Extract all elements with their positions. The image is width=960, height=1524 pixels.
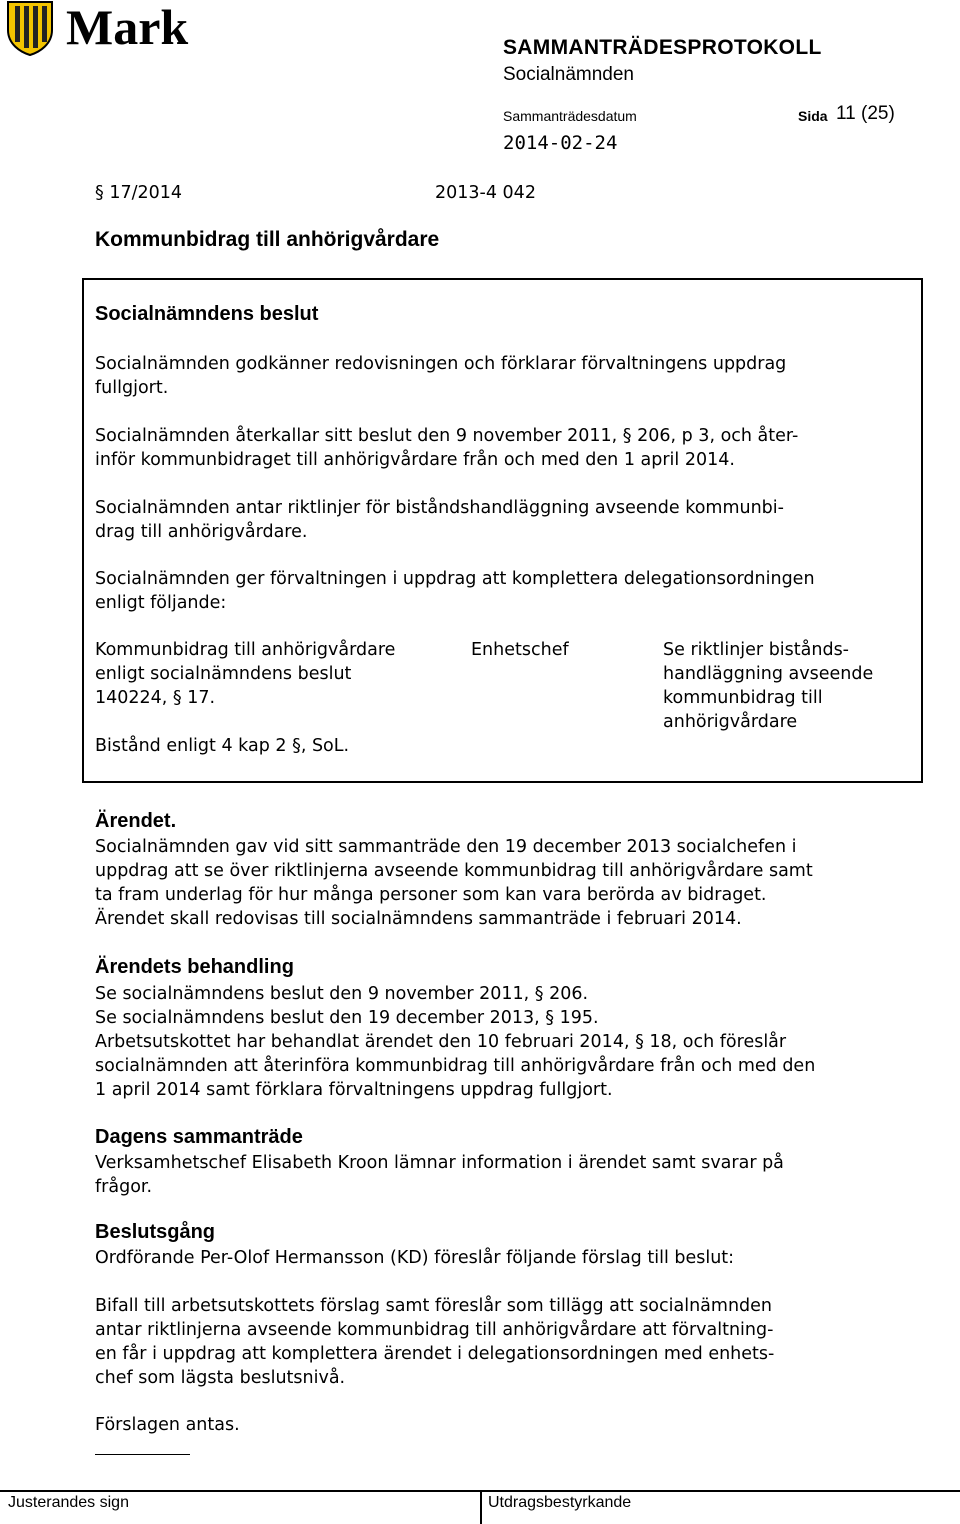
footer-right-label: Utdragsbestyrkande <box>488 1494 632 1511</box>
delegation-delegate: Enhetschef <box>471 640 569 660</box>
footer-left-label: Justerandes sign <box>8 1494 129 1511</box>
section-body <box>95 1151 784 1199</box>
section-body <box>95 835 813 931</box>
delegation-law: Bistånd enligt 4 kap 2 §, SoL. <box>95 736 350 756</box>
text-line: ta fram underlag för hur många personer som kan vara berörda av bidraget. <box>95 885 767 905</box>
decision-heading: Socialnämndens beslut <box>95 303 319 325</box>
text-line: antar riktlinjerna avseende kommunbidrag till anhörigvårdare att förvaltning- <box>95 1320 774 1340</box>
text-line: enligt följande: <box>95 593 227 613</box>
text-line: handläggning avseende <box>663 664 874 684</box>
decision-paragraph-3 <box>95 496 784 544</box>
decision-paragraph-4 <box>95 567 815 615</box>
text-line: Ärendet skall redovisas till socialnämndens sammanträde i februari 2014. <box>95 909 742 929</box>
coat-of-arms-icon <box>6 0 54 56</box>
logo-text: Mark <box>66 0 189 55</box>
text-line: Bifall till arbetsutskottets förslag samt föreslår som tillägg att socialnämnden <box>95 1296 773 1316</box>
text-line: Se socialnämndens beslut den 19 december 2013, § 195. <box>95 1008 599 1028</box>
delegation-note <box>663 638 873 734</box>
case-number: § 17/2014 <box>95 183 183 203</box>
case-number-value: 17/2014 <box>109 183 183 203</box>
date-label: Sammanträdesdatum <box>503 108 637 124</box>
protocol-title: SAMMANTRÄDESPROTOKOLL <box>503 36 822 59</box>
text-line: Socialnämnden gav vid sitt sammanträde den 19 december 2013 socialchefen i <box>95 837 797 857</box>
text-line: Socialnämnden antar riktlinjer för biståndshandläggning avseende kommunbi- <box>95 498 784 518</box>
text-line: inför kommunbidraget till anhörigvårdare från och med den 1 april 2014. <box>95 450 735 470</box>
text-line: 1 april 2014 samt förklara förvaltningens uppdrag fullgjort. <box>95 1080 613 1100</box>
text-line: uppdrag att se över riktlinjerna avseende kommunbidrag till anhörigvårdare samt <box>95 861 813 881</box>
text-line: Ordförande Per-Olof Hermansson (KD) föreslår följande förslag till beslut: <box>95 1248 735 1268</box>
meeting-date: 2014-02-24 <box>503 132 618 154</box>
section-heading: Ärendet. <box>95 810 177 832</box>
section-heading: Beslutsgång <box>95 1221 216 1243</box>
case-title: Kommunbidrag till anhörigvårdare <box>95 228 440 251</box>
section-heading: Ärendets behandling <box>95 956 294 978</box>
page-label: Sida <box>798 108 828 124</box>
section-heading: Dagens sammanträde <box>95 1126 303 1148</box>
text-line: Se riktlinjer bistånds- <box>663 640 849 660</box>
text-line: Kommunbidrag till anhörigvårdare <box>95 640 396 660</box>
text-line: Verksamhetschef Elisabeth Kroon lämnar information i ärendet samt svarar på <box>95 1153 784 1173</box>
text-line: en får i uppdrag att komplettera ärendet i delegationsordningen med enhets- <box>95 1344 775 1364</box>
footer-divider <box>480 1490 482 1524</box>
text-line: fullgjort. <box>95 378 169 398</box>
section-body <box>95 1294 774 1390</box>
text-line: Socialnämnden återkallar sitt beslut den 9 november 2011, § 206, p 3, och åter- <box>95 426 799 446</box>
text-line: Se socialnämndens beslut den 9 november 2011, § 206. <box>95 984 589 1004</box>
text-line: kommunbidrag till <box>663 688 823 708</box>
logo <box>6 0 246 56</box>
text-line: chef som lägsta beslutsnivå. <box>95 1368 346 1388</box>
text-line: socialnämnden att återinföra kommunbidrag till anhörigvårdare från och med den <box>95 1056 816 1076</box>
text-line: anhörigvårdare <box>663 712 798 732</box>
conclusion: Förslagen antas. <box>95 1415 240 1435</box>
text-line: Arbetsutskottet har behandlat ärendet den 10 februari 2014, § 18, och föreslår <box>95 1032 787 1052</box>
section-body <box>95 1246 734 1270</box>
decision-paragraph-1 <box>95 352 786 400</box>
delegation-matter <box>95 638 395 710</box>
text-line: drag till anhörigvårdare. <box>95 522 308 542</box>
end-rule <box>95 1454 190 1455</box>
body-name: Socialnämnden <box>503 64 634 85</box>
text-line: enligt socialnämndens beslut <box>95 664 352 684</box>
decision-paragraph-2 <box>95 424 798 472</box>
text-line: 140224, § 17. <box>95 688 216 708</box>
text-line: Socialnämnden ger förvaltningen i uppdrag att komplettera delegationsordningen <box>95 569 815 589</box>
section-body <box>95 982 815 1102</box>
text-line: Socialnämnden godkänner redovisningen och förklarar förvaltningens uppdrag <box>95 354 787 374</box>
page-number: 11 (25) <box>836 103 895 124</box>
case-diarienr: 2013-4 042 <box>435 183 536 203</box>
text-line: frågor. <box>95 1177 153 1197</box>
